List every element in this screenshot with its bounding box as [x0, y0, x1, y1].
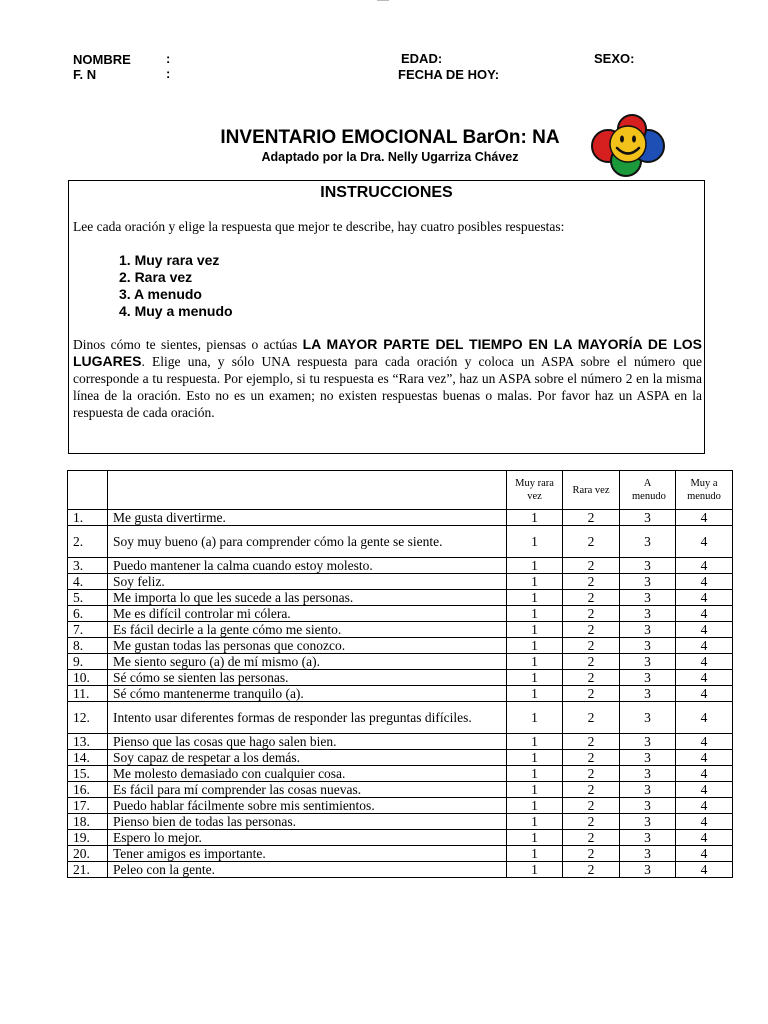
answer-cell-3[interactable]: 3	[620, 830, 676, 846]
fecha-label: FECHA DE HOY:	[398, 67, 500, 82]
answer-cell-3[interactable]: 3	[620, 526, 676, 558]
answer-cell-4[interactable]: 4	[676, 654, 733, 670]
question-text: Espero lo mejor.	[108, 830, 507, 846]
answer-cell-3[interactable]: 3	[620, 510, 676, 526]
answer-cell-3[interactable]: 3	[620, 814, 676, 830]
smiley-logo-icon	[590, 112, 668, 178]
question-text: Me importa lo que les sucede a las personas.	[108, 590, 507, 606]
answer-cell-1[interactable]: 1	[507, 782, 563, 798]
question-number: 17.	[68, 798, 108, 814]
answer-cell-1[interactable]: 1	[507, 622, 563, 638]
answer-cell-4[interactable]: 4	[676, 702, 733, 734]
answer-cell-4[interactable]: 4	[676, 686, 733, 702]
answer-cell-3[interactable]: 3	[620, 622, 676, 638]
question-text: Pienso que las cosas que hago salen bien.	[108, 734, 507, 750]
question-number: 20.	[68, 846, 108, 862]
answer-option: 4. Muy a menudo	[119, 303, 233, 319]
table-row	[68, 686, 733, 702]
answer-cell-2[interactable]: 2	[563, 670, 620, 686]
instructions-intro: Lee cada oración y elige la respuesta que mejor te describe, hay cuatro posibles respuestas:	[73, 219, 565, 234]
question-text: Sé cómo se sienten las personas.	[108, 670, 507, 686]
question-text: Puedo mantener la calma cuando estoy molesto.	[108, 558, 507, 574]
answer-cell-2[interactable]: 2	[563, 862, 620, 878]
answer-cell-3[interactable]: 3	[620, 574, 676, 590]
table-row	[68, 670, 733, 686]
question-number: 8.	[68, 638, 108, 654]
answer-cell-1[interactable]: 1	[507, 670, 563, 686]
answer-cell-3[interactable]: 3	[620, 750, 676, 766]
answer-cell-3[interactable]: 3	[620, 734, 676, 750]
answer-cell-4[interactable]: 4	[676, 606, 733, 622]
answer-cell-1[interactable]: 1	[507, 526, 563, 558]
question-text: Soy feliz.	[108, 574, 507, 590]
instructions-box	[68, 180, 705, 454]
answer-cell-1[interactable]: 1	[507, 654, 563, 670]
table-row	[68, 766, 733, 782]
instructions-title: INSTRUCCIONES	[320, 184, 453, 201]
answer-cell-3[interactable]: 3	[620, 606, 676, 622]
question-text: Me siento seguro (a) de mí mismo (a).	[108, 654, 507, 670]
answer-option: 2. Rara vez	[119, 269, 193, 285]
question-number: 4.	[68, 574, 108, 590]
question-number: 12.	[68, 702, 108, 734]
answer-cell-4[interactable]: 4	[676, 638, 733, 654]
question-text: Es fácil decirle a la gente cómo me siento.	[108, 622, 507, 638]
table-row	[68, 638, 733, 654]
header-text-cell	[108, 471, 507, 510]
answer-cell-3[interactable]: 3	[620, 558, 676, 574]
question-number: 5.	[68, 590, 108, 606]
top-mark	[377, 0, 389, 1]
answer-cell-2[interactable]: 2	[563, 782, 620, 798]
answer-cell-4[interactable]: 4	[676, 622, 733, 638]
answer-cell-3[interactable]: 3	[620, 798, 676, 814]
answer-cell-3[interactable]: 3	[620, 670, 676, 686]
answer-cell-3[interactable]: 3	[620, 686, 676, 702]
answer-options-list	[119, 252, 233, 320]
answer-cell-1[interactable]: 1	[507, 846, 563, 862]
header-rara-vez: Rara vez	[563, 471, 620, 510]
question-number: 9.	[68, 654, 108, 670]
answer-cell-2[interactable]: 2	[563, 750, 620, 766]
table-row	[68, 510, 733, 526]
question-text: Soy capaz de respetar a los demás.	[108, 750, 507, 766]
answer-cell-4[interactable]: 4	[676, 846, 733, 862]
answer-cell-1[interactable]: 1	[507, 766, 563, 782]
nombre-label: NOMBRE	[73, 52, 131, 67]
answer-cell-4[interactable]: 4	[676, 734, 733, 750]
question-text: Puedo hablar fácilmente sobre mis sentimientos.	[108, 798, 507, 814]
question-number: 19.	[68, 830, 108, 846]
question-number: 18.	[68, 814, 108, 830]
answer-cell-2[interactable]: 2	[563, 686, 620, 702]
answer-cell-1[interactable]: 1	[507, 814, 563, 830]
answer-cell-2[interactable]: 2	[563, 574, 620, 590]
answer-cell-1[interactable]: 1	[507, 558, 563, 574]
answer-cell-1[interactable]: 1	[507, 510, 563, 526]
answer-cell-2[interactable]: 2	[563, 606, 620, 622]
table-row	[68, 654, 733, 670]
answer-cell-2[interactable]: 2	[563, 526, 620, 558]
question-text: Pienso bien de todas las personas.	[108, 814, 507, 830]
questionnaire-table	[67, 470, 733, 878]
header-num-cell	[68, 471, 108, 510]
question-number: 16.	[68, 782, 108, 798]
question-number: 21.	[68, 862, 108, 878]
table-row	[68, 734, 733, 750]
table-row	[68, 526, 733, 558]
page-title: INVENTARIO EMOCIONAL BarOn: NA	[220, 127, 560, 148]
answer-option: 3. A menudo	[119, 286, 202, 302]
instructions-body	[73, 336, 702, 421]
answer-cell-4[interactable]: 4	[676, 558, 733, 574]
question-number: 10.	[68, 670, 108, 686]
answer-cell-2[interactable]: 2	[563, 510, 620, 526]
answer-cell-1[interactable]: 1	[507, 750, 563, 766]
answer-cell-1[interactable]: 1	[507, 702, 563, 734]
table-row	[68, 590, 733, 606]
question-text: Es fácil para mí comprender las cosas nuevas.	[108, 782, 507, 798]
answer-cell-3[interactable]: 3	[620, 638, 676, 654]
question-number: 2.	[68, 526, 108, 558]
answer-cell-4[interactable]: 4	[676, 782, 733, 798]
instructions-body-bold: LA MAYOR PARTE DEL TIEMPO EN LA MAYORÍA DE LOS LUGARES	[73, 336, 702, 369]
answer-cell-3[interactable]: 3	[620, 846, 676, 862]
answer-cell-4[interactable]: 4	[676, 862, 733, 878]
table-row	[68, 862, 733, 878]
answer-cell-2[interactable]: 2	[563, 814, 620, 830]
question-text: Me gustan todas las personas que conozco.	[108, 638, 507, 654]
answer-cell-3[interactable]: 3	[620, 590, 676, 606]
header-muy-a-menudo: Muy a menudo	[676, 471, 733, 510]
table-row	[68, 750, 733, 766]
table-row	[68, 606, 733, 622]
nombre-colon: :	[166, 51, 171, 66]
question-text: Me molesto demasiado con cualquier cosa.	[108, 766, 507, 782]
answer-cell-2[interactable]: 2	[563, 638, 620, 654]
question-text: Tener amigos es importante.	[108, 846, 507, 862]
table-row	[68, 798, 733, 814]
question-number: 13.	[68, 734, 108, 750]
answer-cell-4[interactable]: 4	[676, 526, 733, 558]
questionnaire-body	[68, 510, 733, 878]
instructions-body-pre: Dinos cómo te sientes, piensas o actúas	[73, 337, 303, 352]
answer-cell-3[interactable]: 3	[620, 862, 676, 878]
answer-cell-1[interactable]: 1	[507, 830, 563, 846]
question-text: Intento usar diferentes formas de responder las preguntas difíciles.	[108, 702, 507, 734]
table-row	[68, 558, 733, 574]
answer-cell-3[interactable]: 3	[620, 702, 676, 734]
answer-cell-4[interactable]: 4	[676, 670, 733, 686]
question-text: Soy muy bueno (a) para comprender cómo la gente se siente.	[108, 526, 507, 558]
answer-cell-2[interactable]: 2	[563, 622, 620, 638]
answer-cell-4[interactable]: 4	[676, 814, 733, 830]
table-row	[68, 622, 733, 638]
answer-cell-2[interactable]: 2	[563, 590, 620, 606]
question-text: Me es difícil controlar mi cólera.	[108, 606, 507, 622]
answer-cell-4[interactable]: 4	[676, 510, 733, 526]
answer-cell-2[interactable]: 2	[563, 766, 620, 782]
answer-cell-1[interactable]: 1	[507, 798, 563, 814]
answer-cell-1[interactable]: 1	[507, 590, 563, 606]
question-number: 7.	[68, 622, 108, 638]
answer-cell-1[interactable]: 1	[507, 734, 563, 750]
answer-cell-2[interactable]: 2	[563, 734, 620, 750]
header-muy-rara-vez: Muy rara vez	[507, 471, 563, 510]
edad-label: EDAD:	[401, 51, 443, 66]
answer-cell-2[interactable]: 2	[563, 702, 620, 734]
answer-cell-1[interactable]: 1	[507, 574, 563, 590]
table-row	[68, 782, 733, 798]
question-number: 1.	[68, 510, 108, 526]
question-number: 6.	[68, 606, 108, 622]
answer-cell-4[interactable]: 4	[676, 798, 733, 814]
answer-cell-4[interactable]: 4	[676, 750, 733, 766]
sexo-label: SEXO:	[594, 51, 635, 66]
question-number: 3.	[68, 558, 108, 574]
fn-label: F. N	[73, 67, 97, 82]
header-a-menudo: A menudo	[620, 471, 676, 510]
table-row	[68, 702, 733, 734]
fn-colon: :	[166, 66, 171, 81]
question-text: Me gusta divertirme.	[108, 510, 507, 526]
table-row	[68, 574, 733, 590]
answer-cell-1[interactable]: 1	[507, 862, 563, 878]
question-number: 15.	[68, 766, 108, 782]
table-row	[68, 814, 733, 830]
question-text: Sé cómo mantenerme tranquilo (a).	[108, 686, 507, 702]
answer-cell-3[interactable]: 3	[620, 782, 676, 798]
answer-cell-3[interactable]: 3	[620, 766, 676, 782]
answer-cell-2[interactable]: 2	[563, 654, 620, 670]
table-row	[68, 830, 733, 846]
answer-cell-4[interactable]: 4	[676, 574, 733, 590]
page-subtitle: Adaptado por la Dra. Nelly Ugarriza Chávez	[261, 150, 519, 164]
table-row	[68, 846, 733, 862]
question-text: Peleo con la gente.	[108, 862, 507, 878]
question-number: 11.	[68, 686, 108, 702]
answer-option: 1. Muy rara vez	[119, 252, 220, 268]
question-number: 14.	[68, 750, 108, 766]
answer-cell-2[interactable]: 2	[563, 846, 620, 862]
answer-cell-2[interactable]: 2	[563, 830, 620, 846]
table-header-row	[68, 471, 733, 510]
answer-cell-4[interactable]: 4	[676, 766, 733, 782]
instructions-body-post: . Elige una, y sólo UNA respuesta para cada oración y coloca un ASPA sobre el número que corresponde a tu respuesta. Por ejemplo, si tu respuesta es “Rara vez”, haz un ASPA sobre el número 2 en la misma línea de la oración. Esto no es un examen; no existen respuestas buenas o malas. Por favor haz un ASPA en la respuesta de cada oración.	[73, 354, 702, 420]
answer-cell-2[interactable]: 2	[563, 798, 620, 814]
answer-cell-2[interactable]: 2	[563, 558, 620, 574]
answer-cell-4[interactable]: 4	[676, 830, 733, 846]
answer-cell-4[interactable]: 4	[676, 590, 733, 606]
answer-cell-1[interactable]: 1	[507, 638, 563, 654]
answer-cell-3[interactable]: 3	[620, 654, 676, 670]
answer-cell-1[interactable]: 1	[507, 686, 563, 702]
answer-cell-1[interactable]: 1	[507, 606, 563, 622]
